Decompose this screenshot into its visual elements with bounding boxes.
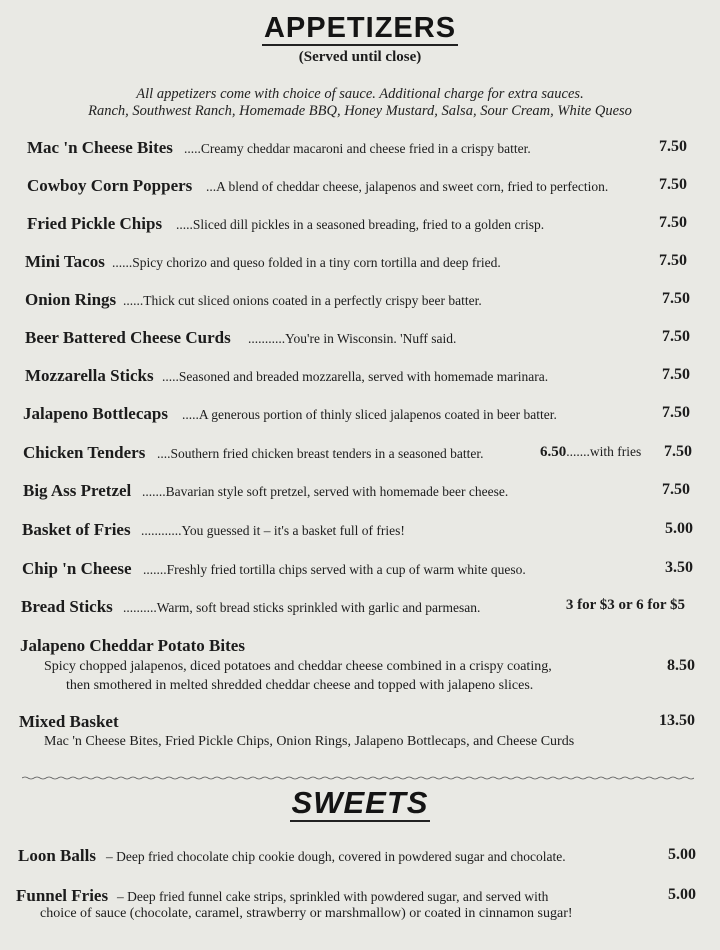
item-description: .......Bavarian style soft pretzel, served with homemade beer cheese. (142, 484, 509, 499)
menu-item (0, 520, 720, 542)
item-name: Mac 'n Cheese Bites (27, 138, 173, 157)
item-name: Funnel Fries (16, 886, 109, 905)
item-name: Jalapeno Bottlecaps (23, 404, 168, 423)
item-description-line2: choice of sauce (chocolate, caramel, strawberry or marshmallow) or coated in cinnamon sugar! (40, 906, 573, 921)
item-description: ............You guessed it – it's a basket full of fries! (141, 523, 405, 538)
item-description: .......Freshly fried tortilla chips served with a cup of warm white queso. (143, 562, 526, 577)
item-description: ...A blend of cheddar cheese, jalapenos and sweet corn, fried to perfection. (206, 179, 609, 194)
item-description: ......Thick cut sliced onions coated in a perfectly crispy beer batter. (123, 293, 482, 308)
item-price: 8.50 (667, 657, 695, 674)
item-name: Big Ass Pretzel (23, 481, 132, 500)
item-description: – Deep fried chocolate chip cookie dough, covered in powdered sugar and chocolate. (106, 849, 566, 864)
menu-item (0, 597, 720, 619)
item-price: 5.00 (665, 520, 693, 537)
item-description: ....Southern fried chicken breast tenders in a seasoned batter. (157, 446, 484, 461)
item-price: 7.50 (664, 443, 692, 460)
item-name: Beer Battered Cheese Curds (25, 328, 231, 347)
item-name: Mini Tacos (25, 252, 105, 271)
item-price: 5.00 (668, 846, 696, 863)
item-name: Bread Sticks (21, 597, 113, 616)
menu-item (0, 443, 720, 465)
item-name: Fried Pickle Chips (27, 214, 163, 233)
item-description: ..........Warm, soft bread sticks sprinkled with garlic and parmesan. (123, 600, 481, 615)
item-description: – Deep fried funnel cake strips, sprinkled with powdered sugar, and served with (117, 889, 549, 904)
menu-item (0, 176, 720, 198)
item-name: Jalapeno Cheddar Potato Bites (20, 636, 245, 655)
item-name: Mixed Basket (19, 712, 119, 731)
sweets-heading: SWEETS (291, 785, 429, 820)
item-price: 7.50 (659, 214, 687, 231)
item-price: 7.50 (659, 252, 687, 269)
item-name: Loon Balls (18, 846, 96, 865)
item-description: .....Creamy cheddar macaroni and cheese fried in a crispy batter. (184, 141, 531, 156)
sauce-note: All appetizers come with choice of sauce. Additional charge for extra sauces. (136, 86, 584, 102)
menu-item (0, 214, 720, 236)
menu-item (0, 404, 720, 426)
item-name: Mozzarella Sticks (25, 366, 154, 385)
item-price: 5.00 (668, 886, 696, 903)
menu-item (0, 559, 720, 581)
item-price: 7.50 (662, 366, 690, 383)
menu-item (0, 366, 720, 388)
item-description: .....Seasoned and breaded mozzarella, served with homemade marinara. (162, 369, 549, 384)
menu-item (0, 328, 720, 350)
item-price-no-fries: 6.50 (540, 444, 567, 460)
item-description-line2: then smothered in melted shredded cheddar cheese and topped with jalapeno slices. (66, 678, 534, 693)
item-name: Chip 'n Cheese (22, 559, 132, 578)
item-description: ...........You're in Wisconsin. 'Nuff said. (248, 331, 457, 346)
item-price-variant (540, 443, 641, 461)
item-price: 13.50 (659, 712, 695, 729)
item-description: ......Spicy chorizo and queso folded in a tiny corn tortilla and deep fried. (112, 255, 501, 270)
item-price: 7.50 (662, 328, 690, 345)
menu-item (0, 481, 720, 503)
item-price: 7.50 (662, 481, 690, 498)
menu-item (0, 846, 720, 868)
menu-item (0, 252, 720, 274)
item-name: Onion Rings (25, 290, 117, 309)
item-description: .....A generous portion of thinly sliced jalapenos coated in beer batter. (182, 407, 557, 422)
with-fries-label: .......with fries (566, 444, 642, 459)
item-description: Mac 'n Cheese Bites, Fried Pickle Chips, Onion Rings, Jalapeno Bottlecaps, and Cheese Curds (44, 734, 575, 749)
appetizers-subtitle: (Served until close) (298, 49, 422, 65)
menu-item (0, 886, 720, 908)
item-name: Chicken Tenders (23, 443, 146, 462)
menu-item (0, 712, 720, 734)
menu-item (0, 138, 720, 160)
item-price: 7.50 (662, 290, 690, 307)
item-price: 3.50 (665, 559, 693, 576)
wavy-divider (22, 776, 694, 780)
item-price: 7.50 (659, 138, 687, 155)
sauce-list: Ranch, Southwest Ranch, Homemade BBQ, Honey Mustard, Salsa, Sour Cream, White Queso (88, 103, 632, 119)
item-description: .....Sliced dill pickles in a seasoned breading, fried to a golden crisp. (176, 217, 545, 232)
item-description: Spicy chopped jalapenos, diced potatoes and cheddar cheese combined in a crispy coating, (44, 659, 552, 674)
item-price: 7.50 (662, 404, 690, 421)
menu-item (0, 636, 720, 658)
item-name: Cowboy Corn Poppers (27, 176, 193, 195)
appetizers-heading: APPETIZERS (263, 12, 457, 44)
menu-item (0, 290, 720, 312)
item-name: Basket of Fries (22, 520, 131, 539)
item-price: 3 for $3 or 6 for $5 (565, 597, 685, 613)
item-price: 7.50 (659, 176, 687, 193)
item-price-row (0, 657, 720, 677)
